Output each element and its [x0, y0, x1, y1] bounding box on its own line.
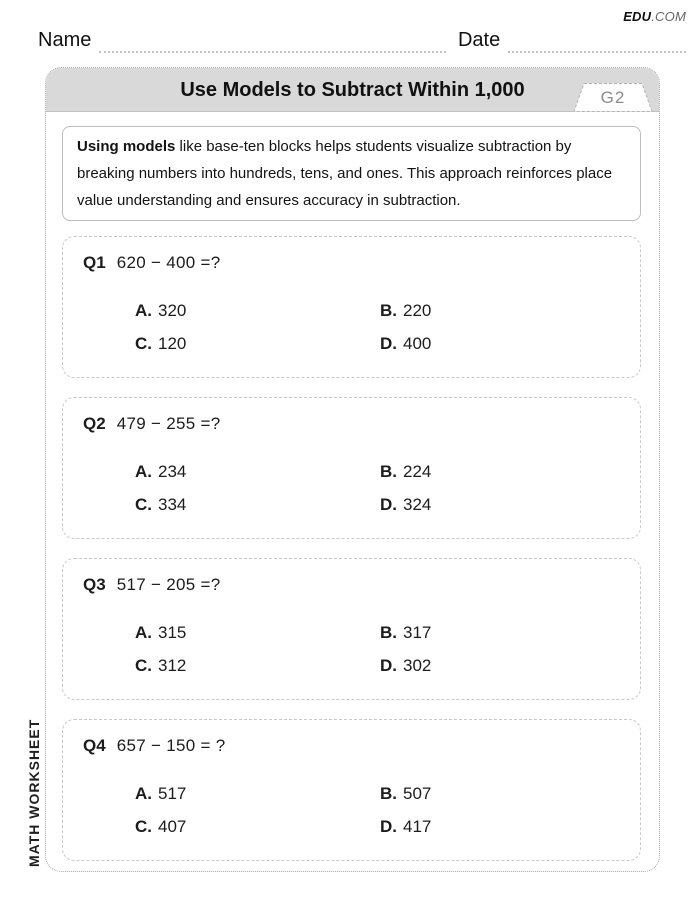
date-label: Date	[457, 29, 501, 51]
option-b: B. 507	[380, 784, 432, 803]
question-id: Q1	[83, 253, 106, 272]
option-d: D. 302	[380, 656, 432, 675]
option-d: D. 324	[380, 495, 432, 514]
question-equation: 657 − 150 = ?	[116, 736, 226, 755]
name-date-row	[38, 27, 686, 53]
option-c: C. 407	[135, 817, 187, 836]
options-grid	[135, 784, 620, 837]
grade-badge-label: G2	[600, 88, 626, 107]
option-c: C. 312	[135, 656, 187, 675]
question-equation: 517 − 205 =?	[116, 575, 221, 594]
question-id: Q2	[83, 414, 106, 433]
option-a: A. 517	[135, 784, 187, 803]
options-grid	[135, 462, 620, 515]
question-id: Q4	[83, 736, 106, 755]
option-a: A. 320	[135, 301, 187, 320]
question-id: Q3	[83, 575, 106, 594]
question-head	[83, 736, 620, 756]
question-equation: 620 − 400 =?	[116, 253, 221, 272]
option-c: C. 120	[135, 334, 187, 353]
options-grid	[135, 623, 620, 676]
brand-logo-bold: EDU	[623, 9, 652, 24]
question-head	[83, 575, 620, 595]
option-b: B. 317	[380, 623, 432, 642]
intro-text: like base-ten blocks helps students visualize subtraction by breaking numbers into hundreds, tens, and ones. This approach reinforces place value understanding and ensures accuracy in subtraction.	[77, 138, 613, 209]
option-a: A. 234	[135, 462, 187, 481]
option-a: A. 315	[135, 623, 187, 642]
worksheet-title: Use Models to Subtract Within 1,000	[180, 79, 525, 101]
worksheet-header	[46, 68, 659, 112]
grade-badge	[573, 83, 653, 112]
option-d: D. 417	[380, 817, 432, 836]
option-c: C. 334	[135, 495, 187, 514]
name-label: Name	[38, 29, 92, 51]
question-head	[83, 253, 620, 273]
question-head	[83, 414, 620, 434]
brand-logo	[623, 9, 686, 24]
side-label-math-worksheet: MATH WORKSHEET	[26, 718, 42, 867]
intro-lead: Using models	[77, 138, 176, 155]
question-card-q3	[62, 558, 641, 700]
name-write-line	[99, 31, 446, 53]
question-card-q1	[62, 236, 641, 378]
option-b: B. 224	[380, 462, 432, 481]
intro-box	[62, 126, 641, 221]
option-d: D. 400	[380, 334, 432, 353]
question-equation: 479 − 255 =?	[116, 414, 221, 433]
options-grid	[135, 301, 620, 354]
question-card-q2	[62, 397, 641, 539]
option-b: B. 220	[380, 301, 432, 320]
brand-logo-rest: .COM	[651, 9, 686, 24]
date-write-line	[508, 31, 686, 53]
worksheet-body	[46, 112, 659, 861]
question-card-q4	[62, 719, 641, 861]
worksheet-sheet	[45, 67, 660, 872]
